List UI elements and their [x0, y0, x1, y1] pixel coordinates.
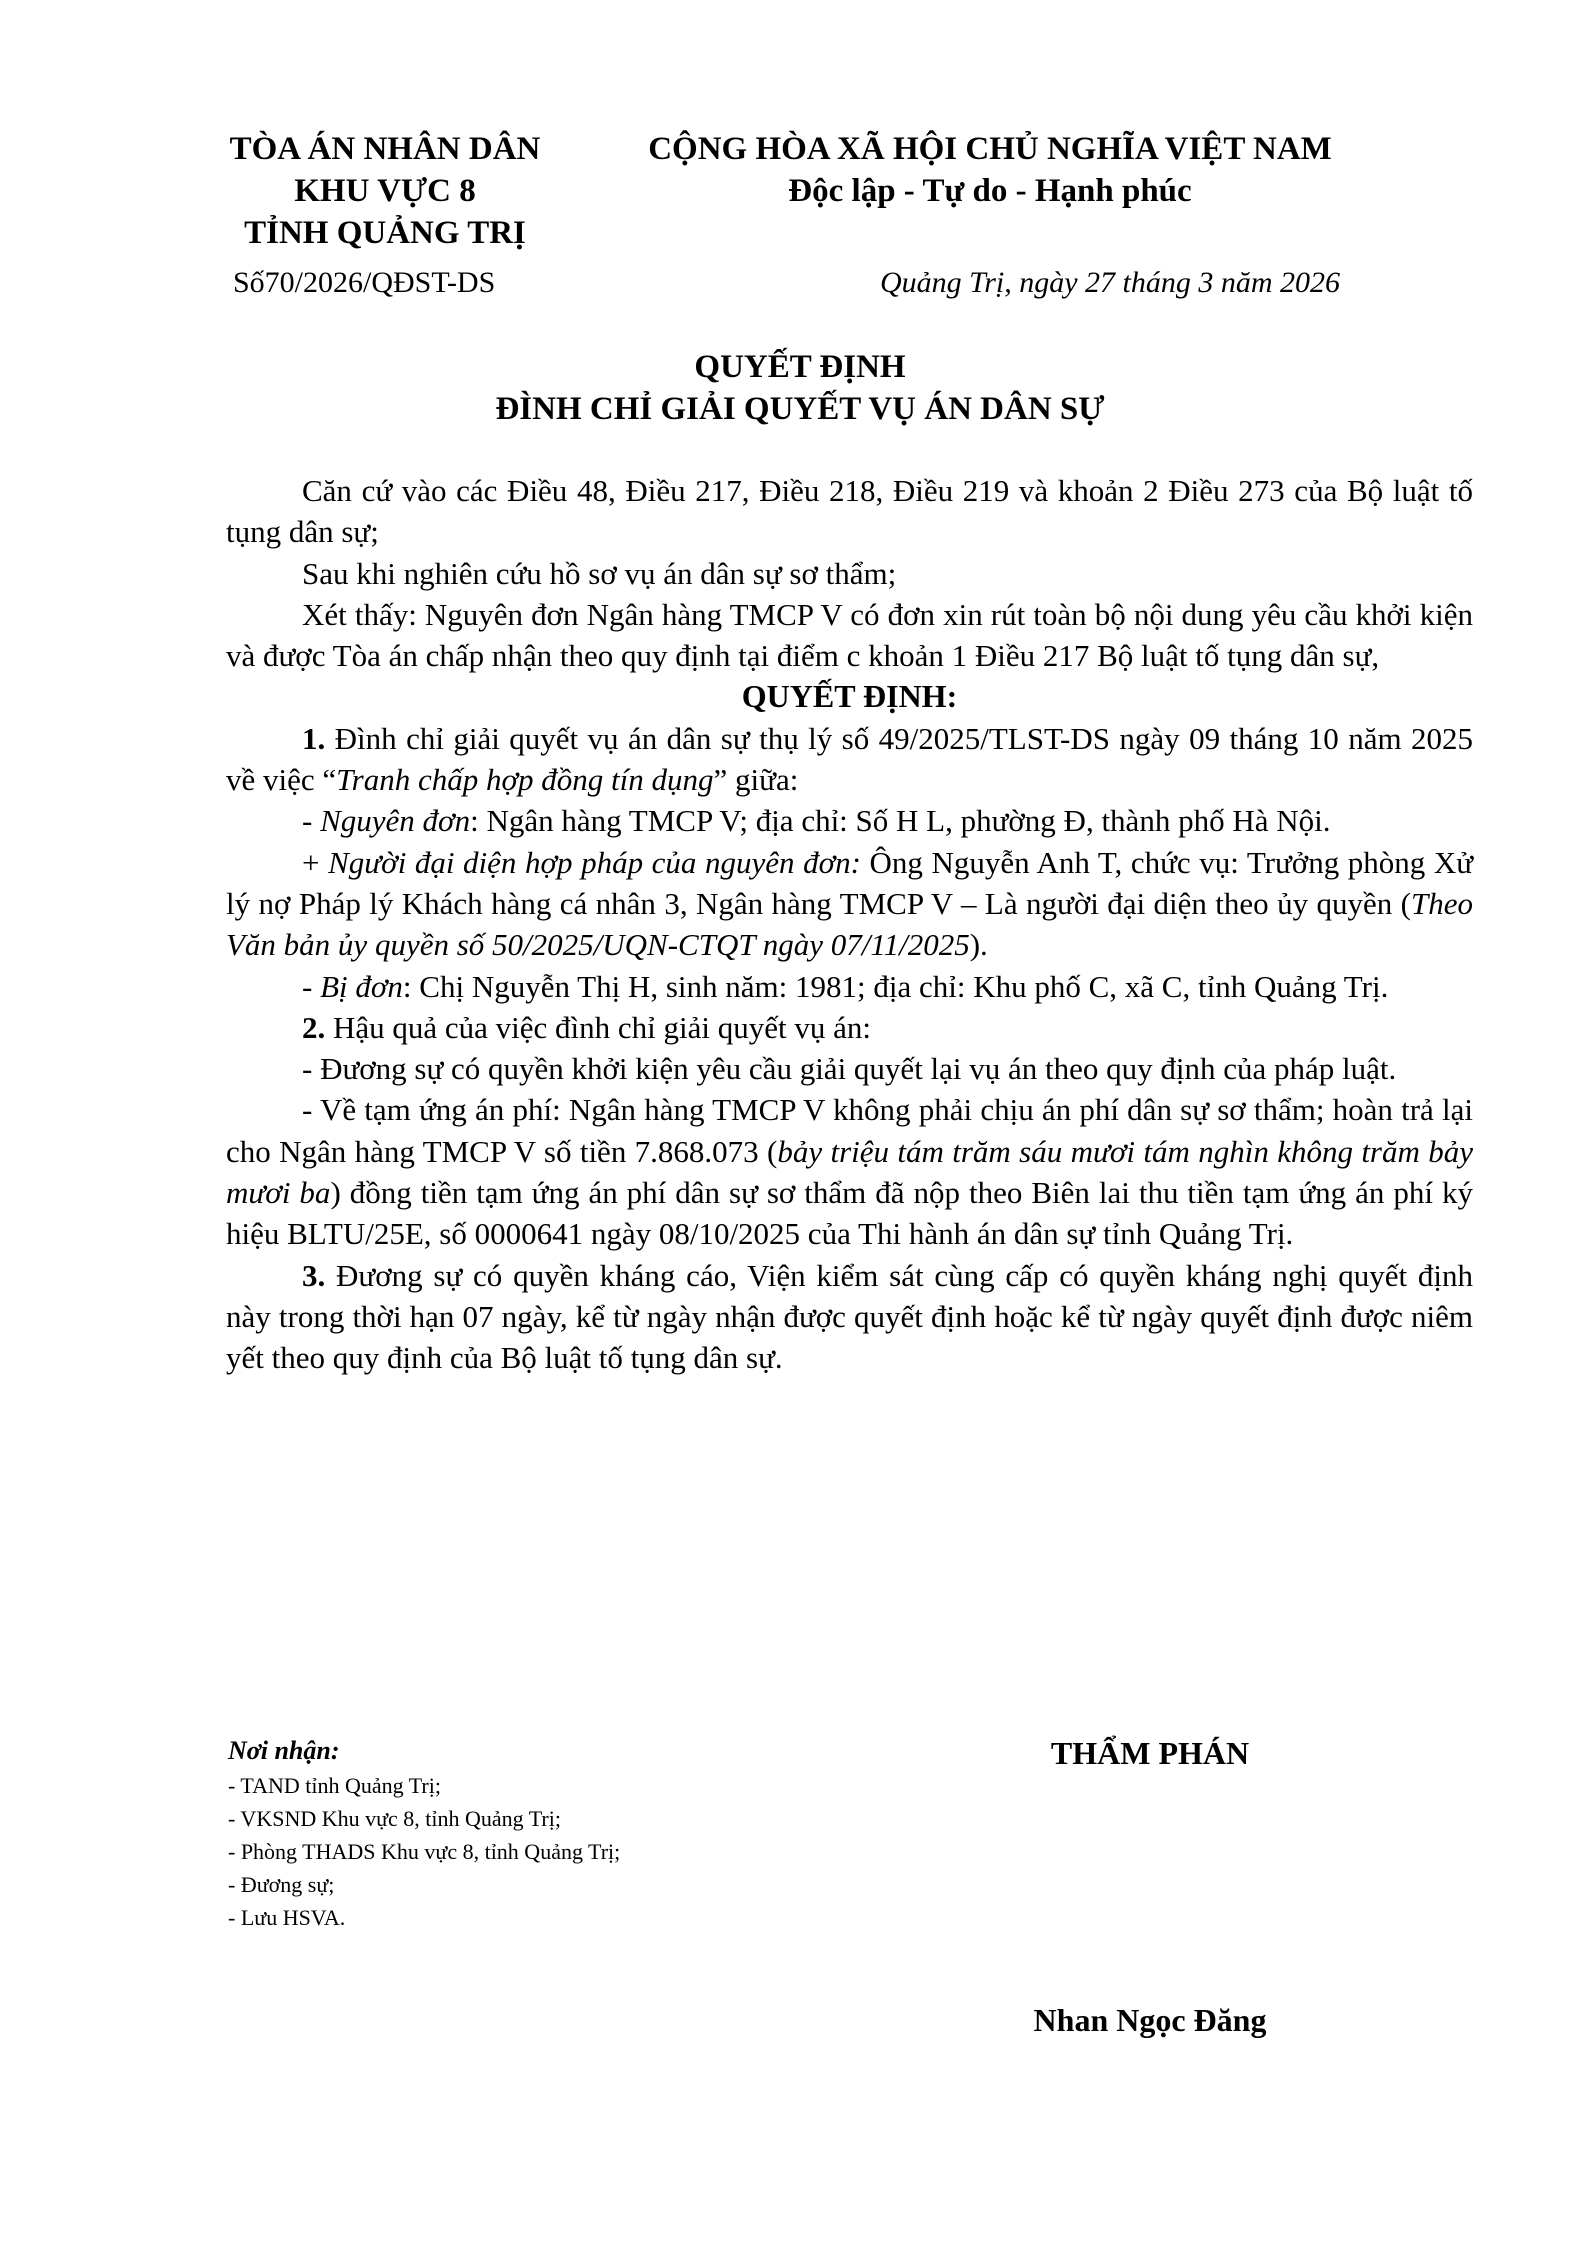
item-1-number: 1.	[302, 720, 326, 756]
court-header	[200, 128, 570, 254]
court-fee-refund	[226, 1089, 1473, 1254]
item-2-text: Hậu quả của việc đình chỉ giải quyết vụ án:	[325, 1009, 872, 1045]
preamble-review: Sau khi nghiên cứu hồ sơ vụ án dân sự sơ thẩm;	[302, 555, 897, 591]
decision-item-1	[226, 718, 1473, 801]
national-header	[600, 128, 1380, 212]
court-region: KHU VỰC 8	[294, 173, 476, 209]
decision-heading: QUYẾT ĐỊNH:	[741, 678, 958, 715]
decision-item-3	[226, 1255, 1473, 1379]
court-province: TỈNH QUẢNG TRỊ	[244, 215, 526, 251]
item-1-text-end: ” giữa:	[713, 762, 799, 798]
fee-text-end: ) đồng tiền tạm ứng án phí dân sự sơ thẩm đã nộp theo Biên lai thu tiền tạm ứng án phí ký hiệu BLTU/25E, số 0000641 ngày 08/10/2025 của Thi hành án dân sự tỉnh Quảng Trị.	[226, 1175, 1473, 1252]
place-date: Quảng Trị, ngày 27 tháng 3 năm 2026	[880, 266, 1341, 299]
recipient-item: - VKSND Khu vực 8, tỉnh Quảng Trị;	[228, 1806, 561, 1831]
item-1-text: Đình chỉ giải quyết vụ án dân sự thụ lý số 49/2025/TLST-DS ngày 09 tháng 10 năm 2025 về việc “	[226, 720, 1473, 798]
representative-details: Ông Nguyễn Anh T, chức vụ: Trưởng phòng Xử lý nợ Pháp lý Khách hàng cá nhân 3, Ngân hàng TMCP V – Là người đại diện theo ủy quyền (	[226, 844, 1474, 921]
nation-name: CỘNG HÒA XÃ HỘI CHỦ NGHĨA VIỆT NAM	[648, 131, 1332, 167]
plaintiff-details: : Ngân hàng TMCP V; địa chỉ: Số H L, phường Đ, thành phố Hà Nội.	[470, 803, 1331, 839]
defendant	[226, 966, 1473, 1007]
preamble-considering: Xét thấy: Nguyên đơn Ngân hàng TMCP V có đơn xin rút toàn bộ nội dung yêu cầu khởi kiện và được Tòa án chấp nhận theo quy định tại điểm c khoản 1 Điều 217 Bộ luật tố tụng dân sự,	[226, 596, 1473, 674]
title-line-1: QUYẾT ĐỊNH	[694, 349, 906, 385]
decision-item-2	[226, 1007, 1473, 1048]
fee-text: - Về tạm ứng án phí: Ngân hàng TMCP V không phải chịu án phí dân sự sơ thẩm; hoàn trả lại cho Ngân hàng TMCP V số tiền 7.868.073 (	[226, 1092, 1473, 1169]
recipient-item: - Phòng THADS Khu vực 8, tỉnh Quảng Trị;	[228, 1839, 621, 1864]
representative-end: ).	[969, 927, 988, 963]
document-number: Số70/2026/QĐST-DS	[233, 266, 496, 299]
item-2-number: 2.	[302, 1009, 326, 1045]
signer-title: THẨM PHÁN	[1050, 1735, 1250, 1771]
title-line-2: ĐÌNH CHỈ GIẢI QUYẾT VỤ ÁN DÂN SỰ	[495, 391, 1105, 427]
dash: -	[302, 803, 321, 839]
defendant-details: : Chị Nguyễn Thị H, sinh năm: 1981; địa chỉ: Khu phố C, xã C, tỉnh Quảng Trị.	[402, 968, 1389, 1004]
plaintiff-label: Nguyên đơn	[320, 803, 471, 839]
signer-name: Nhan Ngọc Đăng	[1033, 2002, 1267, 2038]
dash: -	[302, 968, 321, 1004]
document-title	[200, 346, 1400, 430]
case-type: Tranh chấp hợp đồng tín dụng	[336, 762, 714, 798]
recipient-item: - TAND tỉnh Quảng Trị;	[228, 1773, 441, 1798]
court-name: TÒA ÁN NHÂN DÂN	[229, 131, 541, 167]
recipient-item: - Lưu HSVA.	[228, 1905, 346, 1930]
plaintiff	[226, 800, 1473, 841]
defendant-label: Bị đơn	[320, 968, 403, 1004]
recipients-block	[228, 1733, 620, 1934]
preamble-legal-basis: Căn cứ vào các Điều 48, Điều 217, Điều 218, Điều 219 và khoản 2 Điều 273 của Bộ luật tố tụng dân sự;	[226, 473, 1473, 550]
amount-in-words: bảy triệu tám trăm sáu mươi tám nghìn không trăm bảy mươi ba	[226, 1133, 1473, 1211]
plaintiff-representative	[226, 842, 1473, 966]
right-to-resue: - Đương sự có quyền khởi kiện yêu cầu giải quyết lại vụ án theo quy định của pháp luật.	[302, 1051, 1397, 1087]
plus: +	[302, 844, 329, 880]
authorization-document: Theo Văn bản ủy quyền số 50/2025/UQN-CTQT ngày 07/11/2025	[226, 885, 1473, 963]
national-motto: Độc lập - Tự do - Hạnh phúc	[788, 173, 1192, 209]
item-3-number: 3.	[302, 1257, 326, 1293]
representative-label: Người đại diện hợp pháp của nguyên đơn:	[328, 844, 861, 880]
document-body	[226, 470, 1473, 1379]
recipient-item: - Đương sự;	[228, 1872, 335, 1897]
recipients-label: Nơi nhận:	[228, 1736, 340, 1765]
item-3-text: Đương sự có quyền kháng cáo, Viện kiểm sát cùng cấp có quyền kháng nghị quyết định này trong thời hạn 07 ngày, kể từ ngày nhận được quyết định hoặc kể từ ngày quyết định được niêm yết theo quy định của Bộ luật tố tụng dân sự.	[226, 1257, 1473, 1376]
